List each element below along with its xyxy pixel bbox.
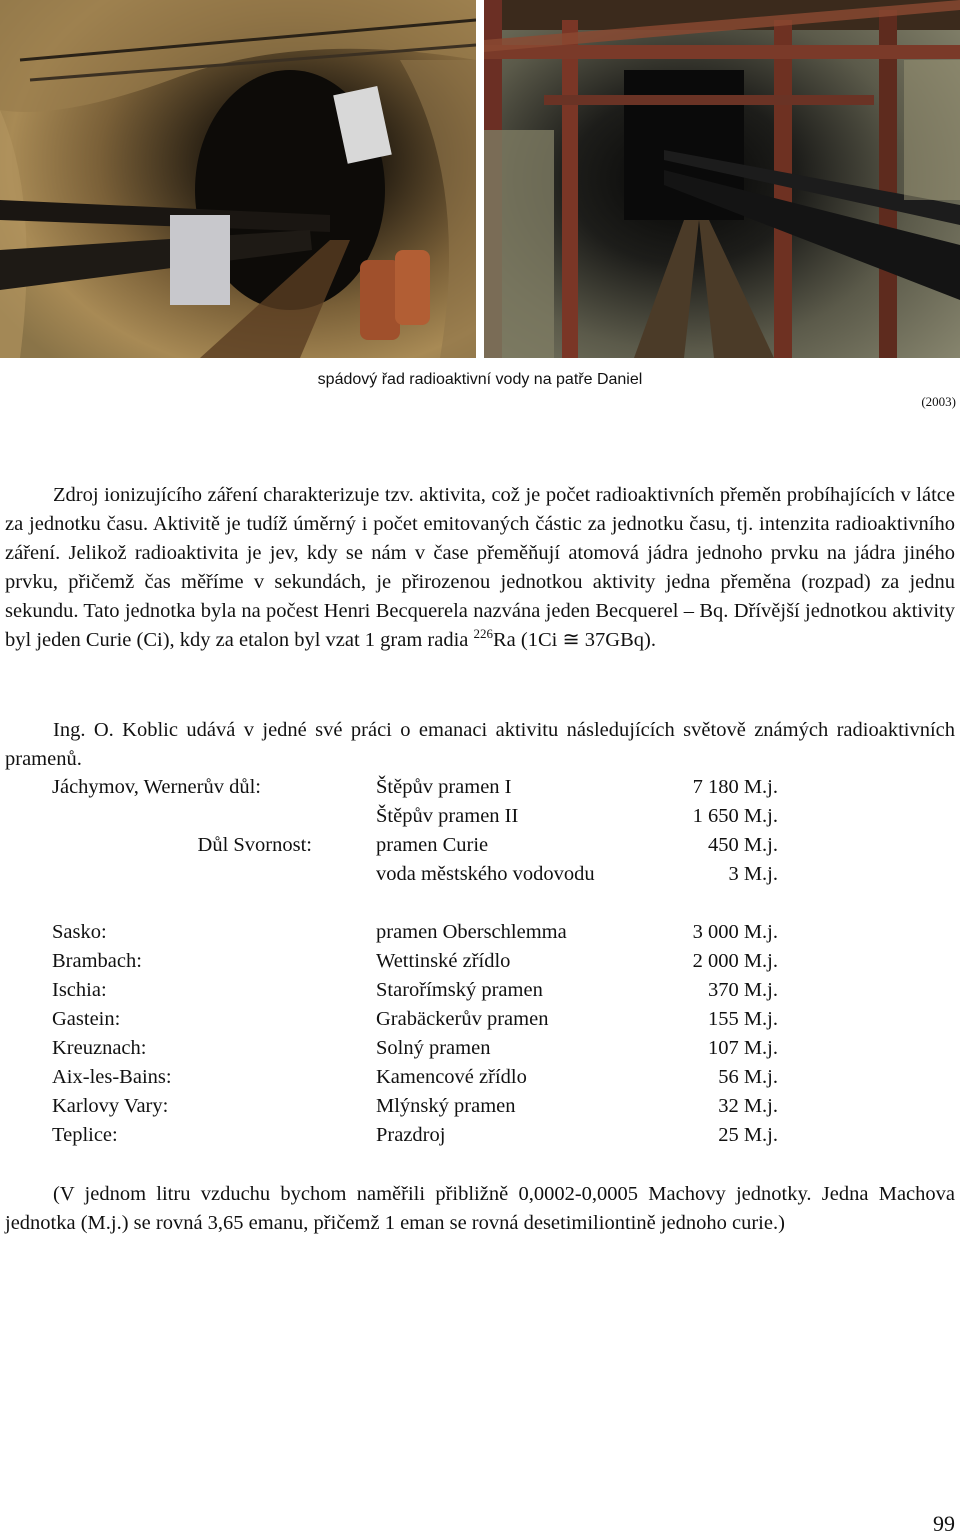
table-value: 155 M.j. xyxy=(707,1008,778,1030)
table-location: Ischia: xyxy=(52,979,107,1001)
table-value: 370 M.j. xyxy=(707,979,778,1001)
table-location: Aix-les-Bains: xyxy=(52,1066,172,1088)
table-row xyxy=(0,1121,960,1150)
table-source: Kamencové zřídlo xyxy=(376,1066,527,1088)
table-location: Důl Svornost: xyxy=(197,834,312,856)
table-location: Jáchymov, Wernerův důl: xyxy=(52,776,261,798)
tunnel-photo-right xyxy=(484,0,960,358)
table-row xyxy=(0,831,960,860)
table-row xyxy=(0,1034,960,1063)
paragraph-activity xyxy=(5,481,955,654)
table-source: Starořímský pramen xyxy=(376,979,543,1001)
table-location: Karlovy Vary: xyxy=(52,1095,169,1117)
table-row xyxy=(0,1005,960,1034)
table-value: 3 M.j. xyxy=(728,863,778,885)
table-source: Mlýnský pramen xyxy=(376,1095,516,1117)
table-row xyxy=(0,802,960,831)
table-source: Grabäckerův pramen xyxy=(376,1008,549,1030)
page-number: 99 xyxy=(933,1511,955,1536)
table-value: 3 000 M.j. xyxy=(692,921,778,943)
table-row xyxy=(0,947,960,976)
table-row xyxy=(0,1063,960,1092)
photo-caption: spádový řad radioaktivní vody na patře Daniel xyxy=(317,371,643,388)
table-location: Brambach: xyxy=(52,950,142,972)
table-value: 450 M.j. xyxy=(707,834,778,856)
table-source: Štěpův pramen I xyxy=(376,776,512,798)
table-source: pramen Curie xyxy=(376,834,489,856)
table-location: Teplice: xyxy=(52,1124,118,1146)
paragraph-activity-tail: Ra (1Ci ≅ 37GBq). xyxy=(493,628,656,651)
table-value: 2 000 M.j. xyxy=(692,950,778,972)
table-row xyxy=(0,773,960,802)
table-value: 25 M.j. xyxy=(718,1124,778,1146)
table-source: Wettinské zřídlo xyxy=(376,950,511,972)
paragraph-koblic-text: Ing. O. Koblic udává v jedné své práci o emanaci aktivitu následujících světově známých radioaktivních pramenů. xyxy=(5,719,955,770)
table-location: Kreuznach: xyxy=(52,1037,147,1059)
paragraph-koblic xyxy=(5,716,955,774)
paragraph-activity-text: Zdroj ionizujícího záření charakterizuje tzv. aktivita, což je počet radioaktivních přeměn probíhajících v látce za jednotku času. Aktivitě je tudíž úměrný i počet emitovaných částic za jednotku času, tj. intenzita radioaktivního záření. Jelikož radioaktivita je jev, kdy se nám v čase přeměňují atomová jádra jednoho prvku na jádra jiného prvku, přičemž čas měříme v sekundách, je přirozenou jednotkou aktivity jedna přeměna (rozpad) za jednu sekundu. Tato jednotka byla na počest Henri Becquerela nazvána jeden Becquerel – Bq. Dřívější jednotkou aktivity byl jeden Curie (Ci), kdy za etalon byl vzat 1 gram radia xyxy=(5,484,955,651)
table-row xyxy=(0,1092,960,1121)
table-source: Solný pramen xyxy=(376,1037,491,1059)
table-value: 32 M.j. xyxy=(718,1095,778,1117)
table-location: Gastein: xyxy=(52,1008,121,1030)
paragraph-mach-unit-text: (V jednom litru vzduchu bychom naměřili přibližně 0,0002-0,0005 Machovy jednotky. Jedna Machova jednotka (M.j.) se rovná 3,65 emanu, přičemž 1 eman se rovná desetimiliontině jednoho curie.) xyxy=(5,1183,955,1234)
tunnel-photo-left-image xyxy=(0,0,476,358)
table-value: 56 M.j. xyxy=(718,1066,778,1088)
table-row xyxy=(0,860,960,889)
table-source: Prazdroj xyxy=(376,1124,446,1146)
table-source: voda městského vodovodu xyxy=(376,863,595,885)
table-value: 7 180 M.j. xyxy=(692,776,778,798)
tunnel-photo-left xyxy=(0,0,476,358)
table-source: pramen Oberschlemma xyxy=(376,921,567,943)
mass-number-superscript: 226 xyxy=(473,625,493,641)
table-location: Sasko: xyxy=(52,921,107,943)
table-value: 107 M.j. xyxy=(707,1037,778,1059)
table-row xyxy=(0,918,960,947)
photo-year: (2003) xyxy=(921,394,956,409)
table-row xyxy=(0,976,960,1005)
tunnel-photo-right-image xyxy=(484,0,960,358)
paragraph-mach-unit xyxy=(5,1180,955,1238)
table-value: 1 650 M.j. xyxy=(692,805,778,827)
table-source: Štěpův pramen II xyxy=(376,805,519,827)
